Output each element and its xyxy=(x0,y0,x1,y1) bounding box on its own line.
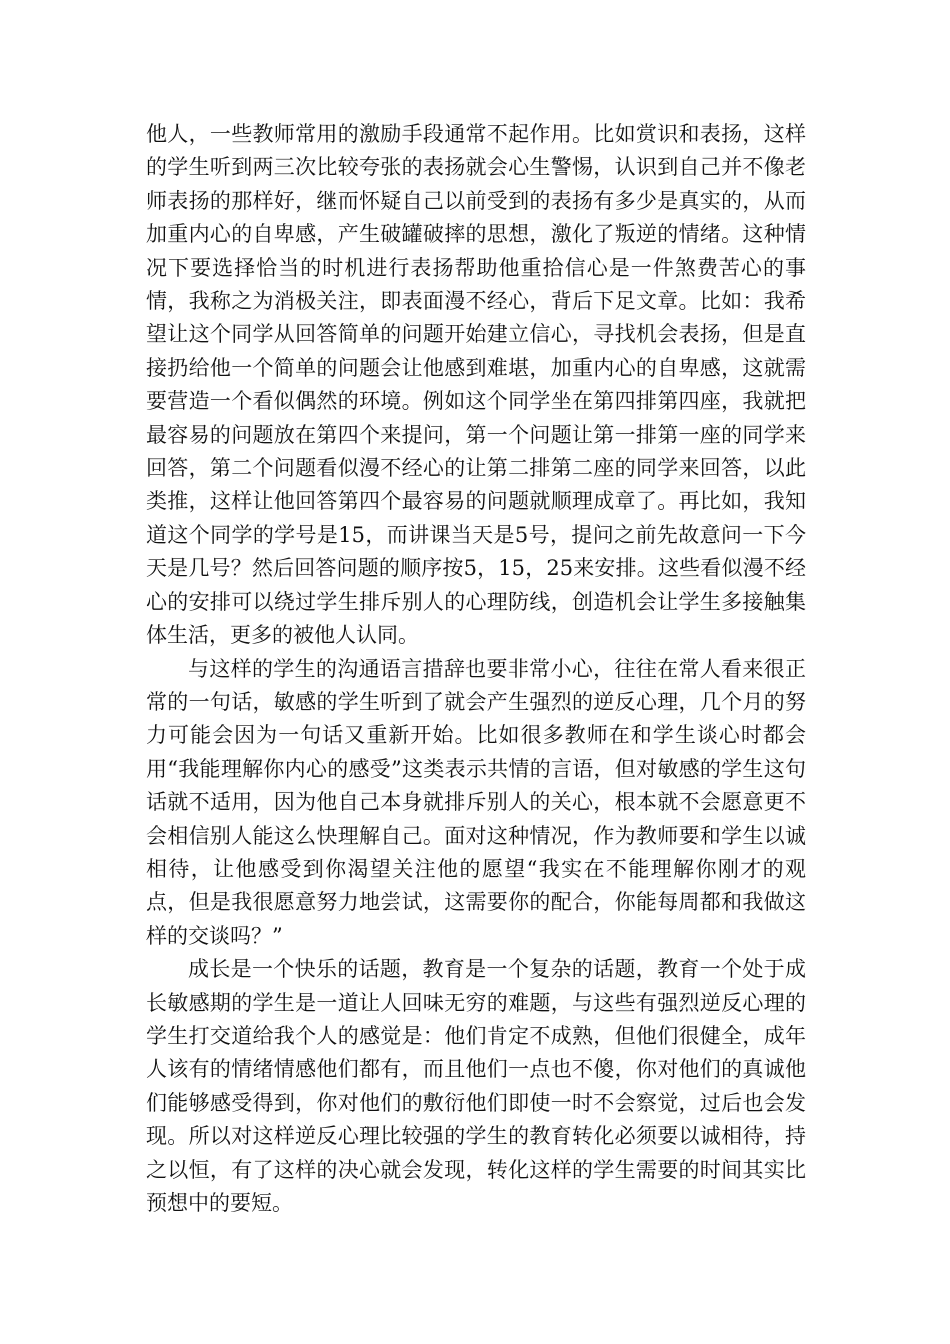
paragraph-2: 与这样的学生的沟通语言措辞也要非常小心，往往在常人看来很正常的一句话，敏感的学生听到了就会产生强烈的逆反心理，几个月的努力可能会因为一句话又重新开始。比如很多教师在和学生谈心时都会用“我能理解你内心的感受”这类表示共情的言语，但对敏感的学生这句话就不适用，因为他自己本身就排斥别人的关心，根本就不会愿意更不会相信别人能这么快理解自己。面对这种情况，作为教师要和学生以诚相待，让他感受到你渴望关注他的愿望“我实在不能理解你刚才的观点，但是我很愿意努力地尝试，这需要你的配合，你能每周都和我做这样的交谈吗？” xyxy=(146,656,806,948)
paragraph-3: 成长是一个快乐的话题，教育是一个复杂的话题，教育一个处于成长敏感期的学生是一道让人回味无穷的难题，与这些有强烈逆反心理的学生打交道给我个人的感觉是：他们肯定不成熟，但他们很健全，成年人该有的情绪情感他们都有，而且他们一点也不傻，你对他们的真诚他们能够感受得到，你对他们的敷衍他们即使一时不会察觉，过后也会发现。所以对这样逆反心理比较强的学生的教育转化必须要以诚相待，持之以恒，有了这样的决心就会发现，转化这样的学生需要的时间其实比预想中的要短。 xyxy=(146,957,806,1215)
paragraph-1: 他人，一些教师常用的激励手段通常不起作用。比如赏识和表扬，这样的学生听到两三次比较夸张的表扬就会心生警惕，认识到自己并不像老师表扬的那样好，继而怀疑自己以前受到的表扬有多少是真实的，从而加重内心的自卑感，产生破罐破摔的思想，激化了叛逆的情绪。这种情况下要选择恰当的时机进行表扬帮助他重拾信心是一件煞费苦心的事情，我称之为消极关注，即表面漫不经心，背后下足文章。比如：我希望让这个同学从回答简单的问题开始建立信心，寻找机会表扬，但是直接扔给他一个简单的问题会让他感到难堪，加重内心的自卑感，这就需要营造一个看似偶然的环境。例如这个同学坐在第四排第四座，我就把最容易的问题放在第四个来提问，第一个问题让第一排第一座的同学来回答，第二个问题看似漫不经心的让第二排第二座的同学来回答，以此类推，这样让他回答第四个最容易的问题就顺理成章了。再比如，我知道这个同学的学号是15，而讲课当天是5号，提问之前先故意问一下今天是几号？然后回答问题的顺序按5，15，25来安排。这些看似漫不经心的安排可以绕过学生排斥别人的心理防线，创造机会让学生多接触集体生活，更多的被他人认同。 xyxy=(146,122,806,648)
document-body xyxy=(146,118,806,1220)
